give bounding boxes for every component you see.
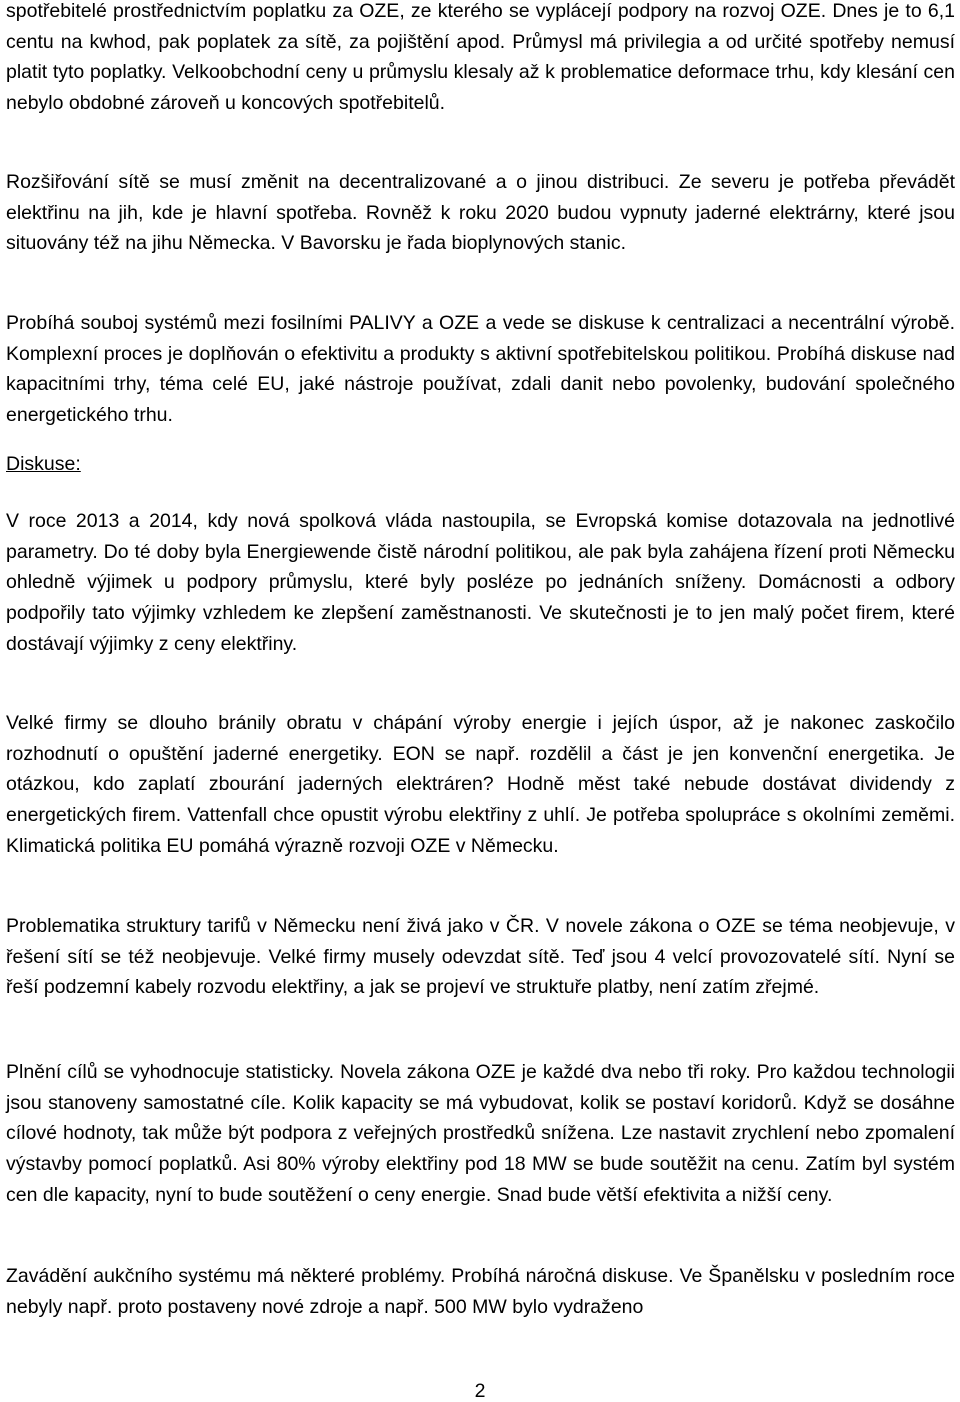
paragraph-grid-expansion: Rozšiřování sítě se musí změnit na decentralizované a o jinou distribuci. Ze severu je potřeba převádět elektřinu na jih, kde je hlavní spotřeba. Rovněž k roku 2020 budou vypnuty jaderné elektrárny, které jsou situovány též na jihu Německa. V Bavorsku je řada bioplynových stanic. (6, 171, 955, 255)
paragraph-auction-system: Zavádění aukčního systému má některé problémy. Probíhá náročná diskuse. Ve Španělsku v posledním roce nebyly např. proto postaveny nové zdroje a např. 500 MW bylo vydraženo (6, 1265, 955, 1318)
paragraph-fossil-vs-renewables: Probíhá souboj systémů mezi fosilními PALIVY a OZE a vede se diskuse k centralizaci a necentrální výrobě. Komplexní proces je doplňován o efektivitu a produkty s aktivní spotřebitelskou politikou. Probíhá diskuse nad kapacitními trhy, téma celé EU, jaké nástroje používat, zdali danit nebo povolenky, budování společného energetického trhu. (6, 312, 955, 427)
discussion-heading: Diskuse: (6, 453, 81, 475)
paragraph-european-commission: V roce 2013 a 2014, kdy nová spolková vláda nastoupila, se Evropská komise dotazovala na jednotlivé parametry. Do té doby byla Energiewende čistě národní politikou, ale pak byla zahájena řízení proti Německu ohledně výjimek u podpory průmyslu, které byly posléze po jednáních sníženy. Domácnosti a odbory podpořily tato výjimky vzhledem ke zlepšení zaměstnanosti. Ve skutečnosti je to jen malý počet firem, které dostávají výjimky z ceny elektřiny. (6, 510, 955, 655)
paragraph-consumer-fees: spotřebitelé prostřednictvím poplatku za OZE, ze kterého se vyplácejí podpory na rozvoj OZE. Dnes je to 6,1 centu na kwhod, pak poplatek za sítě, za pojištění apod. Průmysl má privilegia a od určité spotřeby nemusí platit tyto poplatky. Velkoobchodní ceny u průmyslu klesaly až k problematice deformace trhu, kdy klesání cen nebylo obdobné zároveň u koncových spotřebitelů. (6, 0, 955, 115)
paragraph-large-firms: Velké firmy se dlouho bránily obratu v chápání výroby energie i jejích úspor, až je nakonec zaskočilo rozhodnutí o opuštění jaderné energetiky. EON se např. rozdělil a část je jen konvenční energetika. Je otázkou, kdo zaplatí zbourání jaderných elektráren? Hodně měst také nebude dostávat dividendy z energetických firem. Vattenfall chce opustit výrobu elektřiny z uhlí. Je potřeba spolupráce s okolními zeměmi. Klimatická politika EU pomáhá výrazně rozvoji OZE v Německu. (6, 712, 955, 857)
paragraph-target-evaluation: Plnění cílů se vyhodnocuje statisticky. Novela zákona OZE je každé dva nebo tři roky. Pro každou technologii jsou stanoveny samostatné cíle. Kolik kapacity se má vybudovat, kolik se postaví koridorů. Když se dosáhne cílové hodnoty, tak může být podpora z veřejných prostředků snížena. Lze nastavit zrychlení nebo zpomalení výstavby pomocí poplatků. Asi 80% výroby elektřiny pod 18 MW se bude soutěžit na cenu. Zatím byl systém cen dle kapacity, nyní to bude soutěžení o ceny energie. Snad bude větší efektivita a nižší ceny. (6, 1061, 955, 1206)
paragraph-tariff-structure: Problematika struktury tarifů v Německu není živá jako v ČR. V novele zákona o OZE se téma neobjevuje, v řešení sítí se též neobjevuje. Velké firmy musely odevzdat sítě. Teď jsou 4 velcí provozovatelé sítí. Nyní se řeší podzemní kabely rozvodu elektřiny, a jak se projeví ve struktuře platby, není zatím zřejmé. (6, 915, 955, 999)
page-number: 2 (474, 1380, 486, 1402)
